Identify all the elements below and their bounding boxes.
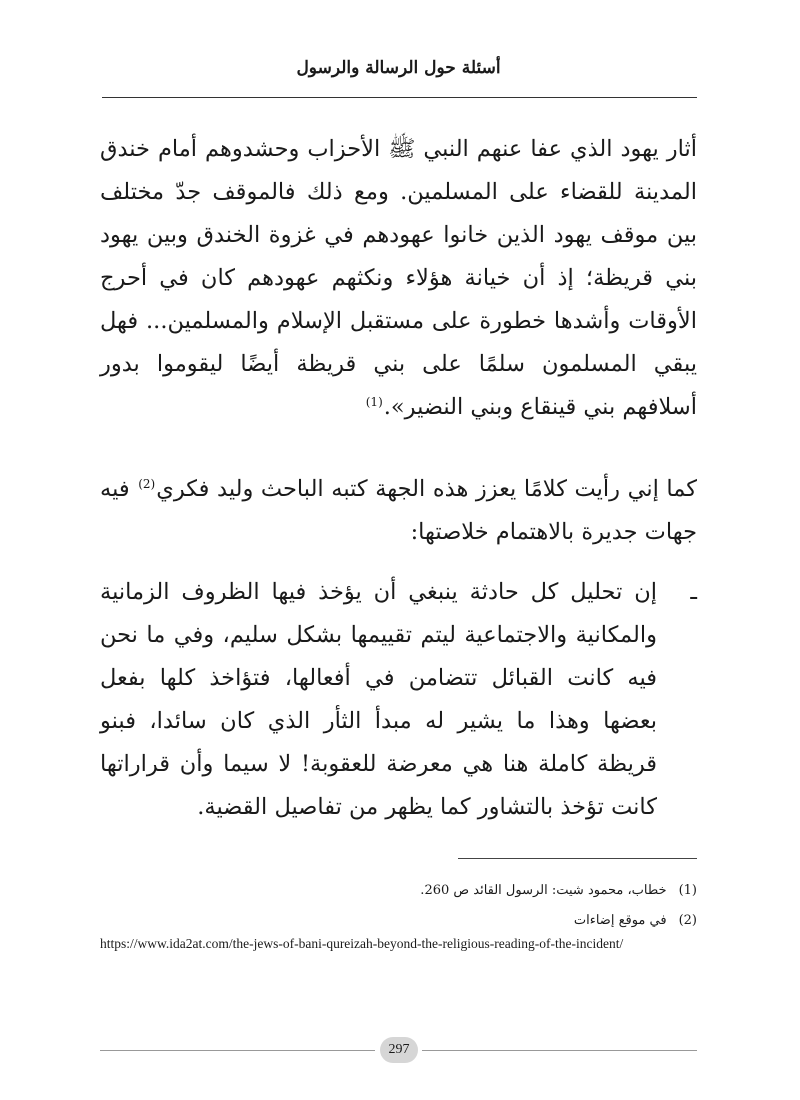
- bullet-text: إن تحليل كل حادثة ينبغي أن يؤخذ فيها الظروف الزمانية والمكانية والاجتماعية ليتم تقييمها بشكل سليم، وفي ما نحن فيه كانت القبائل تتضامن في أفعالها، فتؤاخذ كلها بفعل بعضها وهذا ما يشير له مبدأ الثأر الذي كان سائدا، فبنو قريظة كاملة هنا هي معرضة للعقوبة! لا سيما وأن قراراتها كانت تؤخذ بالتشاور كما يظهر من تفاصيل القضية.: [100, 579, 657, 820]
- running-title: أسئلة حول الرسالة والرسول: [296, 58, 501, 78]
- footnote-1: [100, 876, 697, 906]
- footer-rule-left: [100, 1050, 375, 1051]
- footer-rule-right: [422, 1050, 697, 1051]
- paragraph-2: [100, 468, 697, 554]
- header-divider: [102, 97, 697, 98]
- footnote-divider: [458, 858, 697, 859]
- footnote-1-text: خطاب، محمود شيت: الرسول القائد ص 260.: [420, 883, 667, 898]
- footnote-url[interactable]: https://www.ida2at.com/the-jews-of-bani-qureizah-beyond-the-religious-reading-of-the-incident/: [100, 936, 624, 951]
- page-footer: [100, 1037, 697, 1065]
- paragraph-2-text-b: فيه جهات جديرة بالاهتمام خلاصتها:: [100, 476, 697, 545]
- footnotes: [100, 876, 697, 936]
- bullet-marker: ـ: [690, 579, 697, 605]
- footnote-ref-1[interactable]: (1): [365, 394, 383, 409]
- page-number: 297: [380, 1037, 418, 1063]
- footnote-1-number: (1): [678, 883, 697, 898]
- paragraph-1-text: أثار يهود الذي عفا عنهم النبي ﷺ الأحزاب وحشدوهم أمام خندق المدينة للقضاء على المسلمين. ومع ذلك فالموقف جدّ مختلف بين موقف يهود الذين خانوا عهودهم في غزوة الخندق وبين يهود بني قريظة؛ إذ أن خيانة هؤلاء ونكثهم عهودهم كان في أحرج الأوقات وأشدها خطورة على مستقبل الإسلام والمسلمين... فهل يبقي المسلمون سلمًا على بني قريظة أيضًا ليقوموا بدور أسلافهم بني قينقاع وبني النضير».: [100, 136, 697, 420]
- footnote-ref-2[interactable]: (2): [138, 476, 156, 491]
- footnote-2-text: في موقع إضاءات: [573, 913, 667, 928]
- bullet-item: [100, 571, 697, 829]
- paragraph-2-text-a: كما إني رأيت كلامًا يعزز هذه الجهة كتبه الباحث وليد فكري: [156, 476, 697, 502]
- footnote-2-number: (2): [678, 913, 697, 928]
- paragraph-1: [100, 128, 697, 429]
